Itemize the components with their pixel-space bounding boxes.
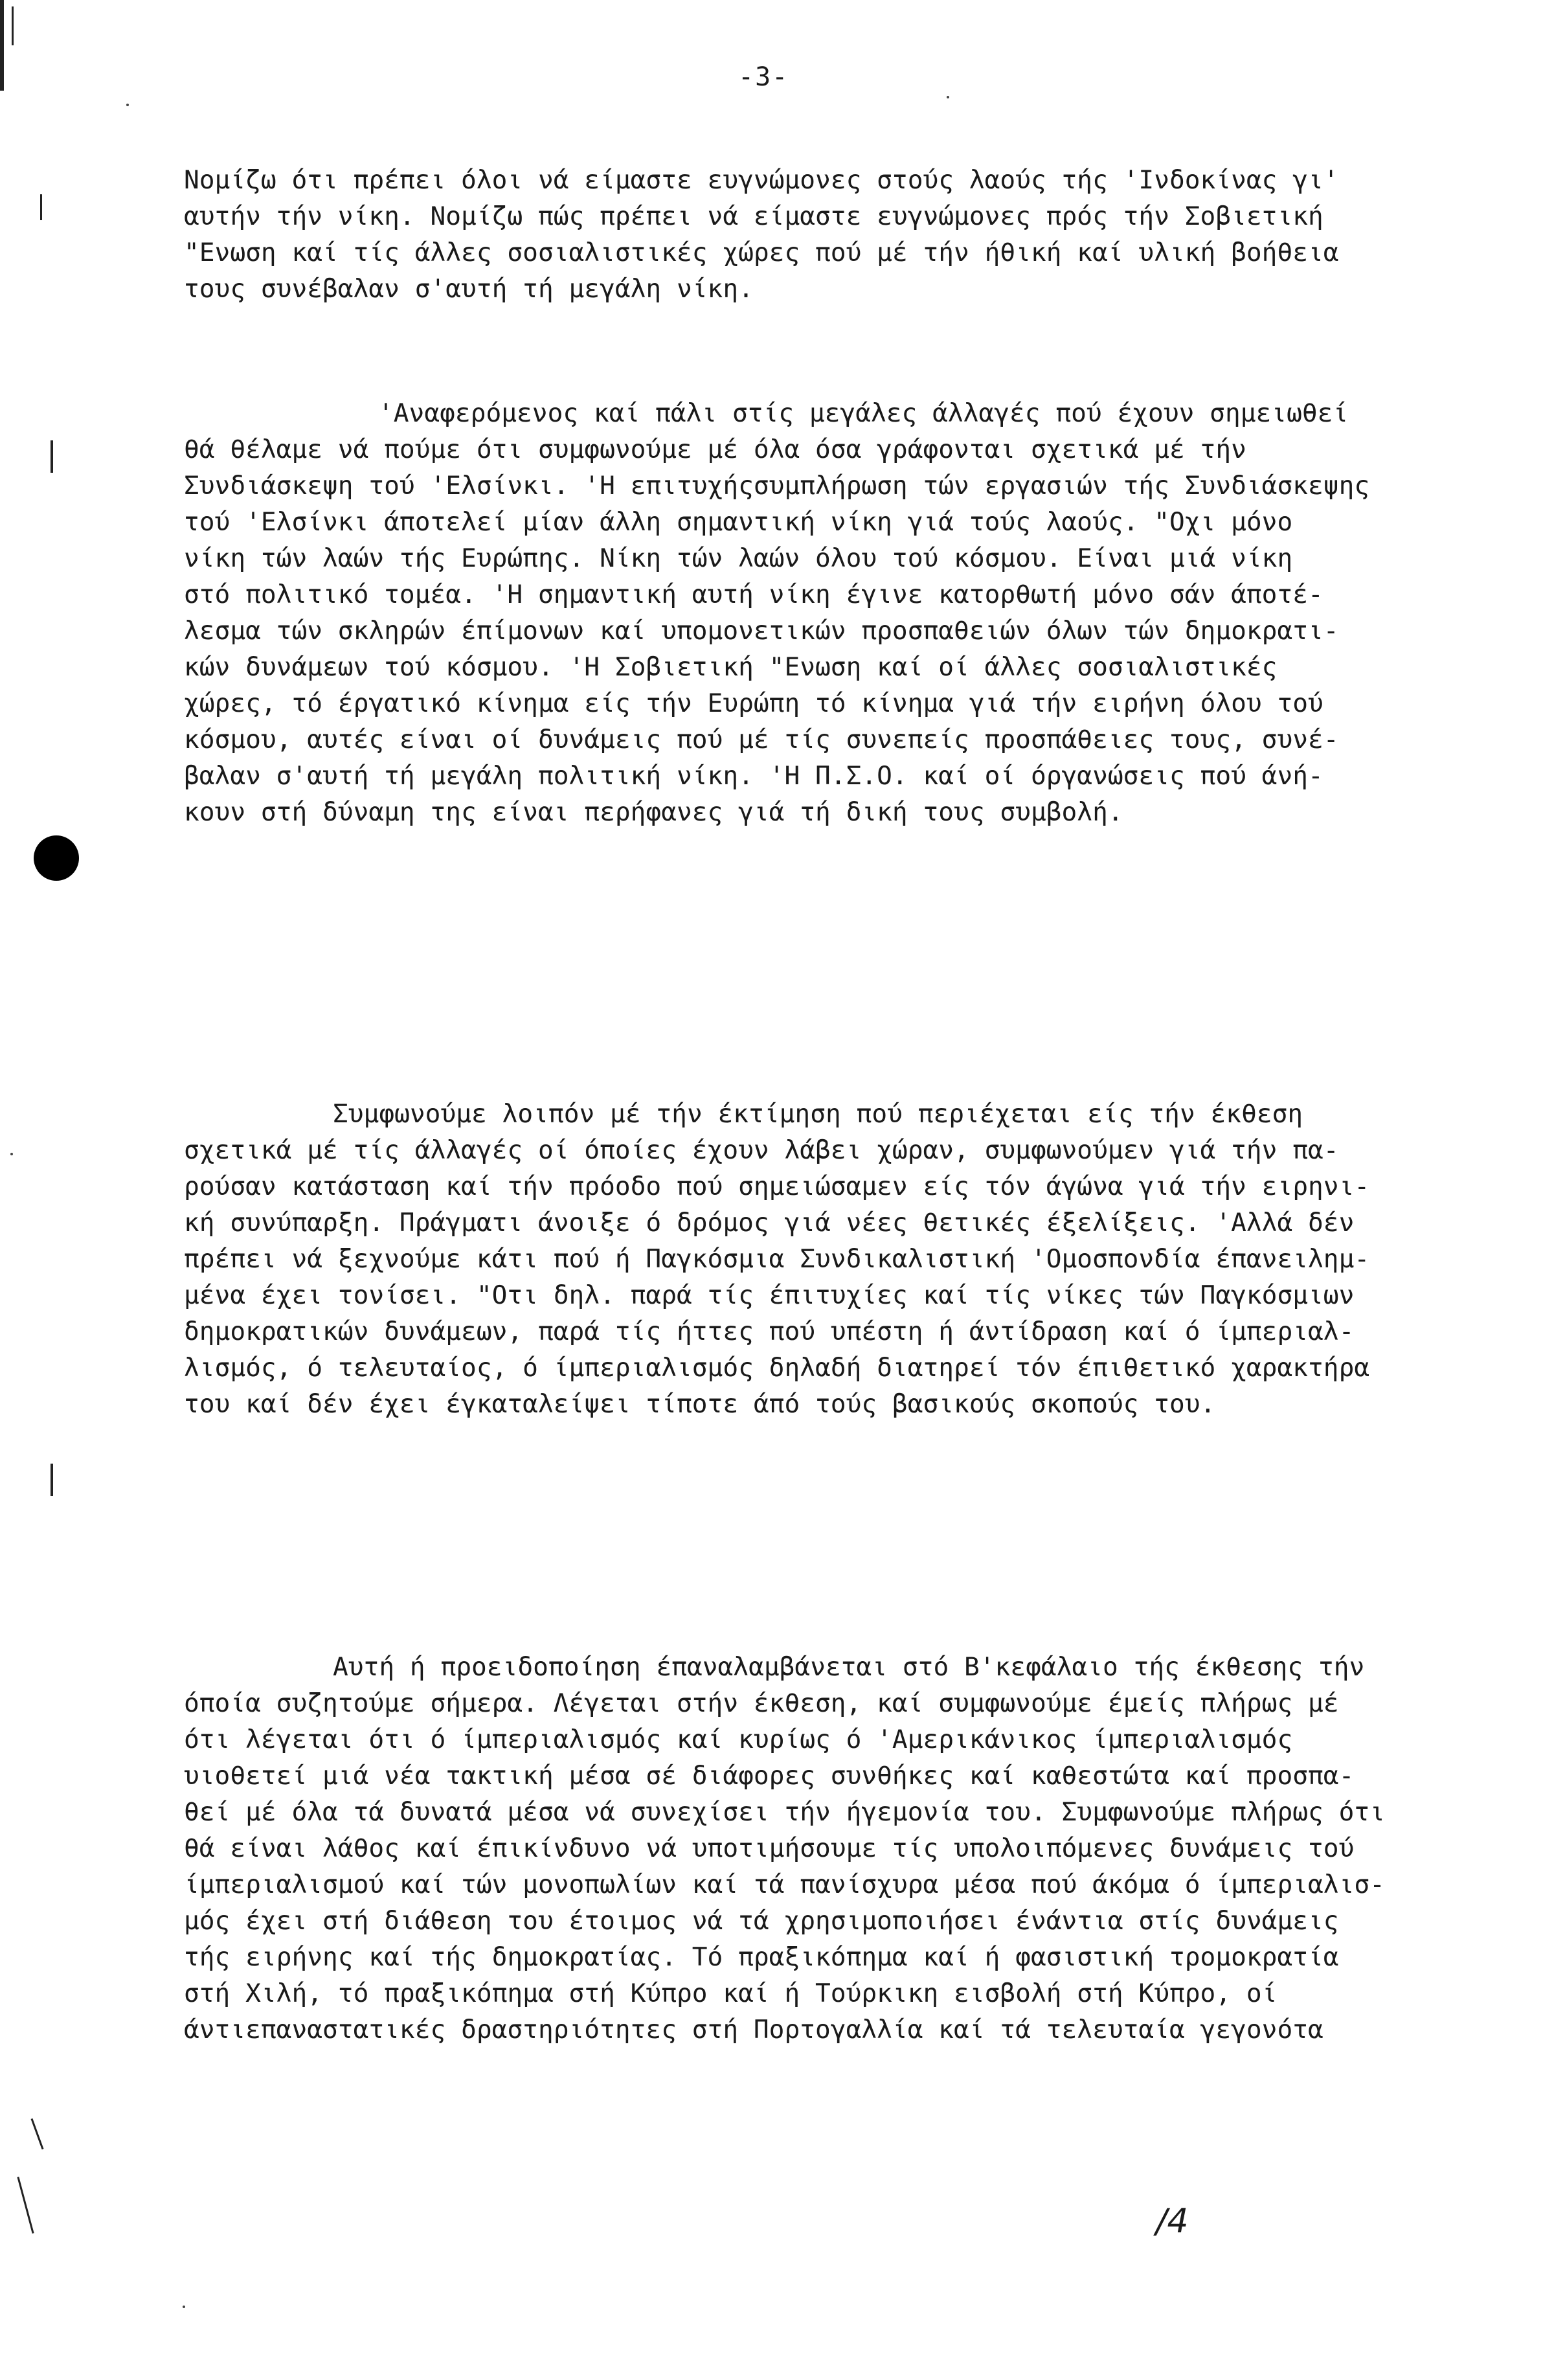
scan-speck — [947, 96, 949, 98]
text-line: ρούσαν κατάσταση καί τήν πρόοδο πού σημειώσαμεν είς τόν άγώνα γιά τήν ειρηνι- — [184, 1172, 1370, 1201]
text-line: τής ειρήνης καί τής δημοκρατίας. Τό πραξικόπημα καί ή φασιστική τρομοκρατία — [184, 1942, 1339, 1972]
punch-hole — [34, 835, 79, 881]
text-line: Αυτή ή προειδοποίηση έπαναλαμβάνεται στό Β'κεφάλαιο τής έκθεσης τήν — [333, 1652, 1365, 1682]
margin-mark — [40, 194, 42, 220]
margin-mark — [51, 440, 53, 473]
text-line: Συμφωνούμε λοιπόν μέ τήν έκτίμηση πού περιέχεται είς τήν έκθεση — [333, 1099, 1303, 1129]
text-line: όποία συζητούμε σήμερα. Λέγεται στήν έκθεση, καί συμφωνούμε έμείς πλήρως μέ — [184, 1688, 1339, 1718]
text-line: θεί μέ όλα τά δυνατά μέσα νά συνεχίσει τήν ήγεμονία του. Συμφωνούμε πλήρως ότι — [184, 1797, 1385, 1827]
text-line: λισμός, ό τελευταίος, ό ίμπεριαλισμός δηλαδή διατηρεί τόν έπιθετικό χαρακτήρα — [184, 1353, 1370, 1383]
continuation-mark: /4 — [1156, 2202, 1189, 2241]
text-line: δημοκρατικών δυνάμεων, παρά τίς ήττες πού υπέστη ή άντίδραση καί ό ίμπεριαλ- — [184, 1317, 1355, 1346]
text-line: βαλαν σ'αυτή τή μεγάλη πολιτική νίκη. 'Η Π.Σ.Ο. καί οί όργανώσεις πού άνή- — [184, 761, 1323, 791]
paragraph-1 — [184, 162, 1466, 307]
text-line: αυτήν τήν νίκη. Νομίζω πώς πρέπει νά είμαστε ευγνώμονες πρός τήν Σοβιετική — [184, 201, 1323, 231]
text-line: χώρες, τό έργατικό κίνημα είς τήν Ευρώπη τό κίνημα γιά τήν ειρήνη όλου τού — [184, 688, 1323, 718]
text-line: ότι λέγεται ότι ό ίμπεριαλισμός καί κυρίως ό 'Αμερικάνικος ίμπεριαλισμός — [184, 1725, 1293, 1754]
margin-mark — [51, 1464, 53, 1496]
text-line: του καί δέν έχει έγκαταλείψει τίποτε άπό τούς βασικούς σκοπούς του. — [184, 1389, 1216, 1419]
text-line: 'Αναφερόμενος καί πάλι στίς μεγάλες άλλαγές πού έχουν σημειωθεί — [378, 398, 1349, 428]
text-line: μός έχει στή διάθεση του έτοιμος νά τά χρησιμοποιήσει ένάντια στίς δυνάμεις — [184, 1906, 1339, 1936]
paragraph-3 — [184, 1096, 1466, 1422]
scan-speck — [10, 1153, 13, 1155]
scan-speck — [126, 104, 129, 106]
text-line: θά είναι λάθος καί έπικίνδυνο νά υποτιμήσουμε τίς υπολοιπόμενες δυνάμεις τού — [184, 1833, 1355, 1863]
text-line: τους συνέβαλαν σ'αυτή τή μεγάλη νίκη. — [184, 274, 754, 304]
text-line: κόσμου, αυτές είναι οί δυνάμεις πού μέ τίς συνεπείς προσπάθειες τους, συνέ- — [184, 725, 1339, 754]
text-line: τού 'Ελσίνκι άποτελεί μίαν άλλη σημαντική νίκη γιά τούς λαούς. "Οχι μόνο — [184, 507, 1293, 537]
text-line: υιοθετεί μιά νέα τακτική μέσα σέ διάφορες συνθήκες καί καθεστώτα καί προσπα- — [184, 1761, 1355, 1791]
text-line: κουν στή δύναμη της είναι περήφανες γιά τή δική τους συμβολή. — [184, 797, 1123, 827]
paragraph-2 — [184, 395, 1466, 830]
text-line: ίμπεριαλισμού καί τών μονοπωλίων καί τά πανίσχυρα μέσα πού άκόμα ό ίμπεριαλισ- — [184, 1870, 1385, 1899]
text-line: Νομίζω ότι πρέπει όλοι νά είμαστε ευγνώμονες στούς λαούς τής 'Ινδοκίνας γι' — [184, 165, 1339, 195]
text-line: στό πολιτικό τομέα. 'Η σημαντική αυτή νίκη έγινε κατορθωτή μόνο σάν άποτέ- — [184, 580, 1323, 609]
text-line: μένα έχει τονίσει. "Οτι δηλ. παρά τίς έπιτυχίες καί τίς νίκες τών Παγκόσμιων — [184, 1280, 1355, 1310]
text-line: πρέπει νά ξεχνούμε κάτι πού ή Παγκόσμια Συνδικαλιστική 'Ομοσπονδία έπανειλημ- — [184, 1244, 1370, 1274]
text-line: άντιεπαναστατικές δραστηριότητες στή Πορτογαλλία καί τά τελευταία γεγονότα — [184, 2015, 1323, 2045]
paragraph-4 — [184, 1649, 1466, 2048]
text-line: θά θέλαμε νά πούμε ότι συμφωνούμε μέ όλα όσα γράφονται σχετικά μέ τήν — [184, 435, 1246, 464]
text-line: στή Χιλή, τό πραξικόπημα στή Κύπρο καί ή Τούρκικη εισβολή στή Κύπρο, οί — [184, 1978, 1278, 2008]
margin-mark — [0, 0, 4, 91]
text-line: κών δυνάμεων τού κόσμου. 'Η Σοβιετική "Ενωση καί οί άλλες σοσιαλιστικές — [184, 652, 1278, 682]
text-line: σχετικά μέ τίς άλλαγές οί όποίες έχουν λάβει χώραν, συμφωνούμεν γιά τήν πα- — [184, 1135, 1339, 1165]
text-line: "Ενωση καί τίς άλλες σοσιαλιστικές χώρες πού μέ τήν ήθική καί υλική βοήθεια — [184, 238, 1339, 267]
page-number: -3- — [738, 62, 789, 92]
margin-mark — [31, 2118, 44, 2149]
margin-mark — [12, 6, 14, 45]
text-line: λεσμα τών σκληρών έπίμονων καί υπομονετικών προσπαθειών όλων τών δημοκρατι- — [184, 616, 1339, 646]
margin-mark — [17, 2177, 34, 2234]
scan-speck — [183, 2306, 185, 2308]
text-line: κή συνύπαρξη. Πράγματι άνοιξε ό δρόμος γιά νέες θετικές έξελίξεις. 'Αλλά δέν — [184, 1208, 1355, 1238]
text-line: νίκη τών λαών τής Ευρώπης. Νίκη τών λαών όλου τού κόσμου. Είναι μιά νίκη — [184, 543, 1293, 573]
text-line: Συνδιάσκεψη τού 'Ελσίνκι. 'Η επιτυχήςσυμπλήρωση τών εργασιών τής Συνδιάσκεψης — [184, 471, 1370, 501]
